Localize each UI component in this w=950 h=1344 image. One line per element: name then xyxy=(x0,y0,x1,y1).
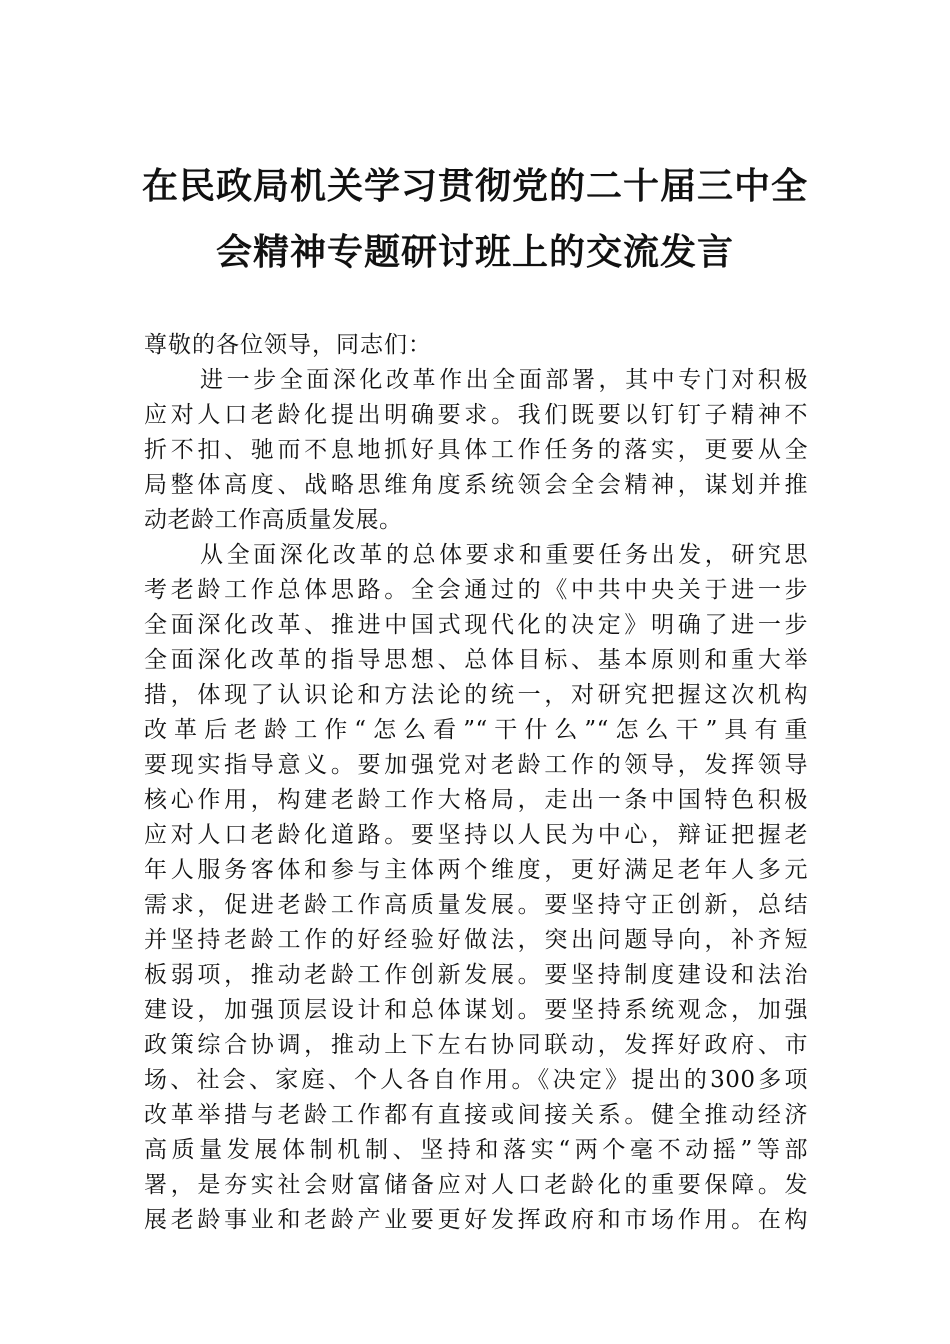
paragraph-line: 要现实指导意义。要加强党对老龄工作的领导，发挥领导 xyxy=(144,752,808,778)
paragraph-line: 动老龄工作高质量发展。 xyxy=(144,507,403,533)
paragraph-line: 全面深化改革、推进中国式现代化的决定》明确了进一步 xyxy=(144,612,808,638)
paragraph-line: 高质量发展体制机制、坚持和落实“两个毫不动摇”等部 xyxy=(144,1137,808,1163)
paragraph-2 xyxy=(144,538,808,1238)
paragraph-line: 场、社会、家庭、个人各自作用。《决定》提出的300多项 xyxy=(144,1067,808,1093)
paragraph-line: 措，体现了认识论和方法论的统一，对研究把握这次机构 xyxy=(144,682,808,708)
paragraph-line: 从全面深化改革的总体要求和重要任务出发，研究思 xyxy=(200,542,808,568)
salutation: 尊敬的各位领导，同志们： xyxy=(144,332,432,358)
paragraph-line: 局整体高度、战略思维角度系统领会全会精神，谋划并推 xyxy=(144,472,808,498)
paragraph-line: 全面深化改革的指导思想、总体目标、基本原则和重大举 xyxy=(144,647,808,673)
paragraph-line: 应对人口老龄化提出明确要求。我们既要以钉钉子精神不 xyxy=(144,402,808,428)
paragraph-line: 并坚持老龄工作的好经验好做法，突出问题导向，补齐短 xyxy=(144,927,808,953)
paragraph-line: 应对人口老龄化道路。要坚持以人民为中心，辩证把握老 xyxy=(144,822,808,848)
paragraph-line: 改革后老龄工作“怎么看”“干什么”“怎么干”具有重 xyxy=(144,717,808,743)
paragraph-line: 进一步全面深化改革作出全面部署，其中专门对积极 xyxy=(200,367,808,393)
paragraph-1 xyxy=(144,363,808,538)
paragraph-line: 板弱项，推动老龄工作创新发展。要坚持制度建设和法治 xyxy=(144,962,808,988)
paragraph-line: 政策综合协调，推动上下左右协同联动，发挥好政府、市 xyxy=(144,1032,808,1058)
paragraph-line: 改革举措与老龄工作都有直接或间接关系。健全推动经济 xyxy=(144,1102,808,1128)
document-title-line-2: 会精神专题研讨班上的交流发言 xyxy=(215,231,734,273)
paragraph-line: 署，是夯实社会财富储备应对人口老龄化的重要保障。发 xyxy=(144,1172,808,1198)
paragraph-line: 建设，加强顶层设计和总体谋划。要坚持系统观念，加强 xyxy=(144,997,808,1023)
paragraph-line: 需求，促进老龄工作高质量发展。要坚持守正创新，总结 xyxy=(144,892,808,918)
paragraph-line: 折不扣、驰而不息地抓好具体工作任务的落实，更要从全 xyxy=(144,437,808,463)
paragraph-line: 核心作用，构建老龄工作大格局，走出一条中国特色积极 xyxy=(144,787,808,813)
paragraph-line: 年人服务客体和参与主体两个维度，更好满足老年人多元 xyxy=(144,857,808,883)
paragraph-line: 考老龄工作总体思路。全会通过的《中共中央关于进一步 xyxy=(144,577,808,603)
paragraph-line: 展老龄事业和老龄产业要更好发挥政府和市场作用。在构 xyxy=(144,1207,808,1233)
document-body xyxy=(144,328,808,1238)
document-title-line-1: 在民政局机关学习贯彻党的二十届三中全 xyxy=(141,165,808,207)
